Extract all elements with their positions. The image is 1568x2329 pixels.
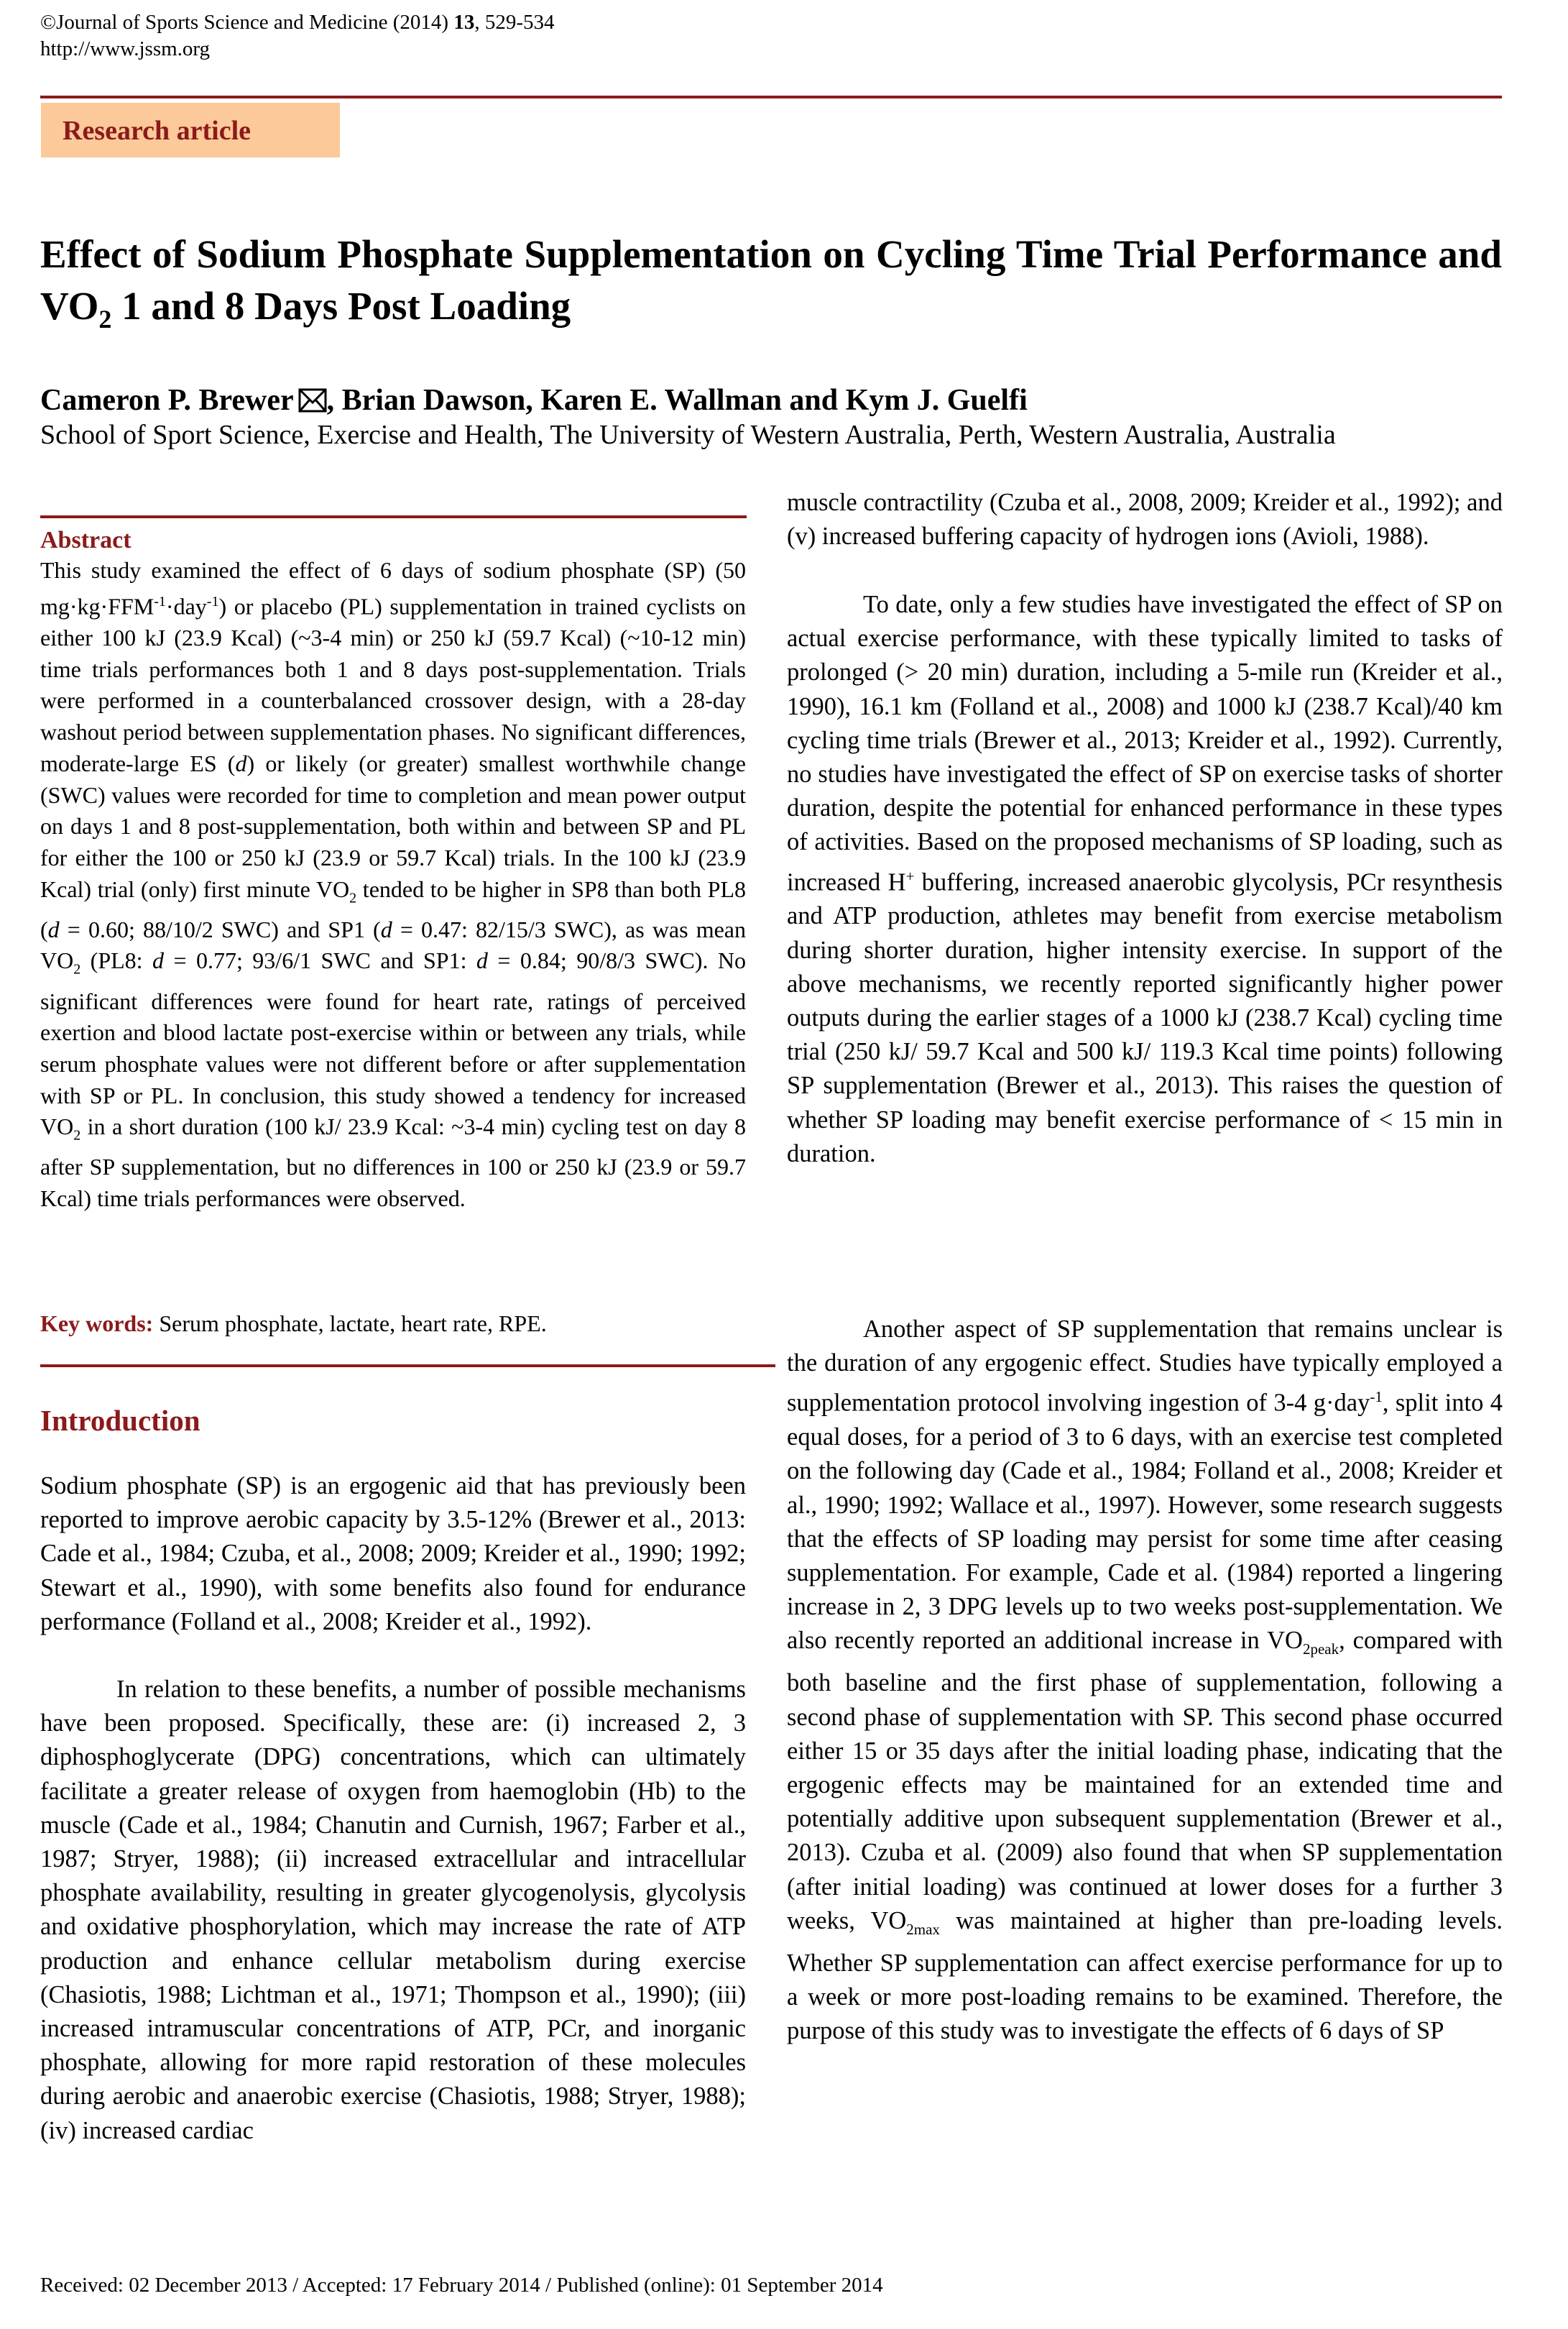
keywords-text: Serum phosphate, lactate, heart rate, RPE. [153,1310,547,1336]
title-text-1: Effect of Sodium Phosphate Supplementation on Cycling Time Trial Performance and VO [40,232,1502,328]
journal-volume: 13 [453,11,475,34]
article-type-label: Research article [63,116,252,146]
keywords [40,1310,547,1337]
col2-paragraph-2: To date, only a few studies have investigated the effect of SP on actual exercise performance, with these typically limited to tasks of prolonged (> 20 min) duration, including a 5-mile run (Kreider et al., 1990), 16.1 km (Folland et al., 2008) and 1000 kJ (238.7 Kcal)/40 km cycling time trials (Brewer et al., 2013; Kreider et al., 1992). Currently, no studies have investigated the effect of SP on exercise tasks of shorter duration, despite the potential for enhanced performance in these types of activities. Based on the proposed mechanisms of SP loading, such as increased H+ buffering, increased anaerobic glycolysis, PCr resynthesis and ATP production, athletes may benefit from exercise metabolism during shorter duration, higher intensity exercise. In support of the above mechanisms, we recently reported significantly higher power outputs during the earlier stages of a 1000 kJ (238.7 Kcal) cycling time trial (250 kJ/ 59.7 Kcal and 500 kJ/ 119.3 Kcal time points) following SP supplementation (Brewer et al., 2013). This raises the question of whether SP loading may benefit exercise performance of < 15 min in duration. [787,591,1503,1167]
journal-url[interactable]: http://www.jssm.org [40,37,211,60]
affiliation: School of Sport Science, Exercise and Health, The University of Western Australia, Perth, Western Australia, Australia [40,420,1336,450]
introduction-heading: Introduction [40,1404,200,1437]
header-rule [40,96,1502,98]
title-subscript: 2 [98,304,112,334]
abstract-body: This study examined the effect of 6 days of sodium phosphate (SP) (50 $mg\cdot kg\cdot FFM^{-1}\cdot day^{-1}$) or placebo (PL) supplementation in trained cyclists on either 100 kJ (23.9 Kcal) (~3-4 min) or 250 kJ (59.7 Kcal) (~10-12 min) time trials performances both 1 and 8 days post-supplementation. Trials were performed in a counterbalanced crossover design, with a 28-day washout period between supplementation phases. No significant differences, moderate-large ES (d) or likely (or greater) smallest worthwhile change (SWC) values were recorded for time to completion and mean power output on days 1 and 8 post-supplementation, both within and between SP and PL for either the 100 or 250 kJ (23.9 or 59.7 Kcal) trials. In the 100 kJ (23.9 Kcal) trial (only) first minute $VO_2$ tended to be higher in SP8 than both PL8 (d = 0.60; 88/10/2 SWC) and SP1 (d = 0.47: 82/15/3 SWC), as was mean $VO_2$ (PL8: d = 0.77; 93/6/1 SWC and SP1: d = 0.84; 90/8/3 SWC). No significant differences were found for heart rate, ratings of perceived exertion and blood lactate post-exercise within or between any trials, while serum phosphate values were not different before or after supplementation with SP or PL. In conclusion, this study showed a tendency for increased $VO_2$ in a short duration (100 kJ/ 23.9 Kcal: ~3-4 min) cycling test on day 8 after SP supplementation, but no differences in 100 or 250 kJ (23.9 or 59.7 Kcal) time trials performances were observed. [40,557,747,1212]
keywords-label: Key words: [40,1310,154,1336]
col2-paragraph-1: muscle contractility (Czuba et al., 2008, 2009; Kreider et al., 1992); and (v) increased buffering capacity of hydrogen ions (Avioli, 1988). [787,489,1503,551]
article-type-badge [41,103,340,157]
abstract-heading: Abstract [40,527,132,553]
journal-citation-prefix: ©Journal of Sports Science and Medicine (2014) [40,11,454,34]
other-authors: , Brian Dawson, Karen E. Wallman and Kym J. Guelfi [326,384,1028,417]
abstract-bottom-rule [40,1364,775,1367]
author-list [40,383,1028,421]
received-dates: Received: 02 December 2013 / Accepted: 17 February 2014 / Published (online): 01 September 2014 [40,2274,883,2297]
journal-pages: , 529-534 [474,11,555,34]
abstract-top-rule [40,515,747,518]
col2-paragraph-3: Another aspect of SP supplementation that remains unclear is the duration of any ergogenic effect. Studies have typically employed a supplementation protocol involving ingestion of 3-4 g·day$^{-1}$, split into 4 equal doses, for a period of 3 to 6 days, with an exercise test completed on the following day (Cade et al., 1984; Folland et al., 2008; Kreider et al., 1990; 1992; Wallace et al., 1997). However, some research suggests that the effects of SP loading may persist for some time after ceasing supplementation. For example, Cade et al. (1984) reported a lingering increase in 2, 3 DPG levels up to two weeks post-supplementation. We also recently reported an additional increase in $VO_{2peak}$, compared with both baseline and the first phase of supplementation, following a second phase of supplementation with SP. This second phase occurred either 15 or 35 days after the initial loading phase, indicating that the ergogenic effects may be maintained for an extended time and potentially additive upon subsequent supplementation (Brewer et al., 2013). Czuba et al. (2009) also found that when SP supplementation (after initial loading) was continued at lower doses for a further 3 weeks, $VO_{2max}$ was maintained at higher than pre-loading levels. Whether SP supplementation can affect exercise performance for up to a week or more post-loading remains to be examined. Therefore, the purpose of this study was to investigate the effects of 6 days of SP [787,1315,1503,2045]
intro-paragraph-2: In relation to these benefits, a number of possible mechanisms have been proposed. Specifically, these are: (i) increased 2, 3 diphosphoglycerate (DPG) concentrations, which can ultimately facilitate a greater release of oxygen from haemoglobin (Hb) to the muscle (Cade et al., 1984; Chanutin and Curnish, 1967; Farber et al., 1987; Stryer, 1988); (ii) increased extracellular and intracellular phosphate availability, resulting in greater glycogenolysis, glycolysis and oxidative phosphorylation, which may increase the rate of ATP production and enhance cellular metabolism during exercise (Chasiotis, 1988; Lichtman et al., 1971; Thompson et al., 1990); (iii) increased intramuscular concentrations of ATP, PCr, and inorganic phosphate, allowing for more rapid restoration of these molecules during aerobic and anaerobic exercise (Chasiotis, 1988; Stryer, 1988); (iv) increased cardiac [40,1676,746,2144]
intro-paragraph-1: Sodium phosphate (SP) is an ergogenic aid that has previously been reported to improve aerobic capacity by 3.5-12% (Brewer et al., 2013: Cade et al., 1984; Czuba, et al., 2008; 2009; Kreider et al., 1990; 1992; Stewart et al., 1990), with some benefits also found for endurance performance (Folland et al., 2008; Kreider et al., 1992). [40,1472,746,1635]
title-text-2: 1 and 8 Days Post Loading [111,283,571,328]
article-title [40,229,1502,336]
email-envelope-icon[interactable] [298,386,327,421]
first-author: Cameron P. Brewer [40,384,294,417]
journal-citation [40,9,555,35]
